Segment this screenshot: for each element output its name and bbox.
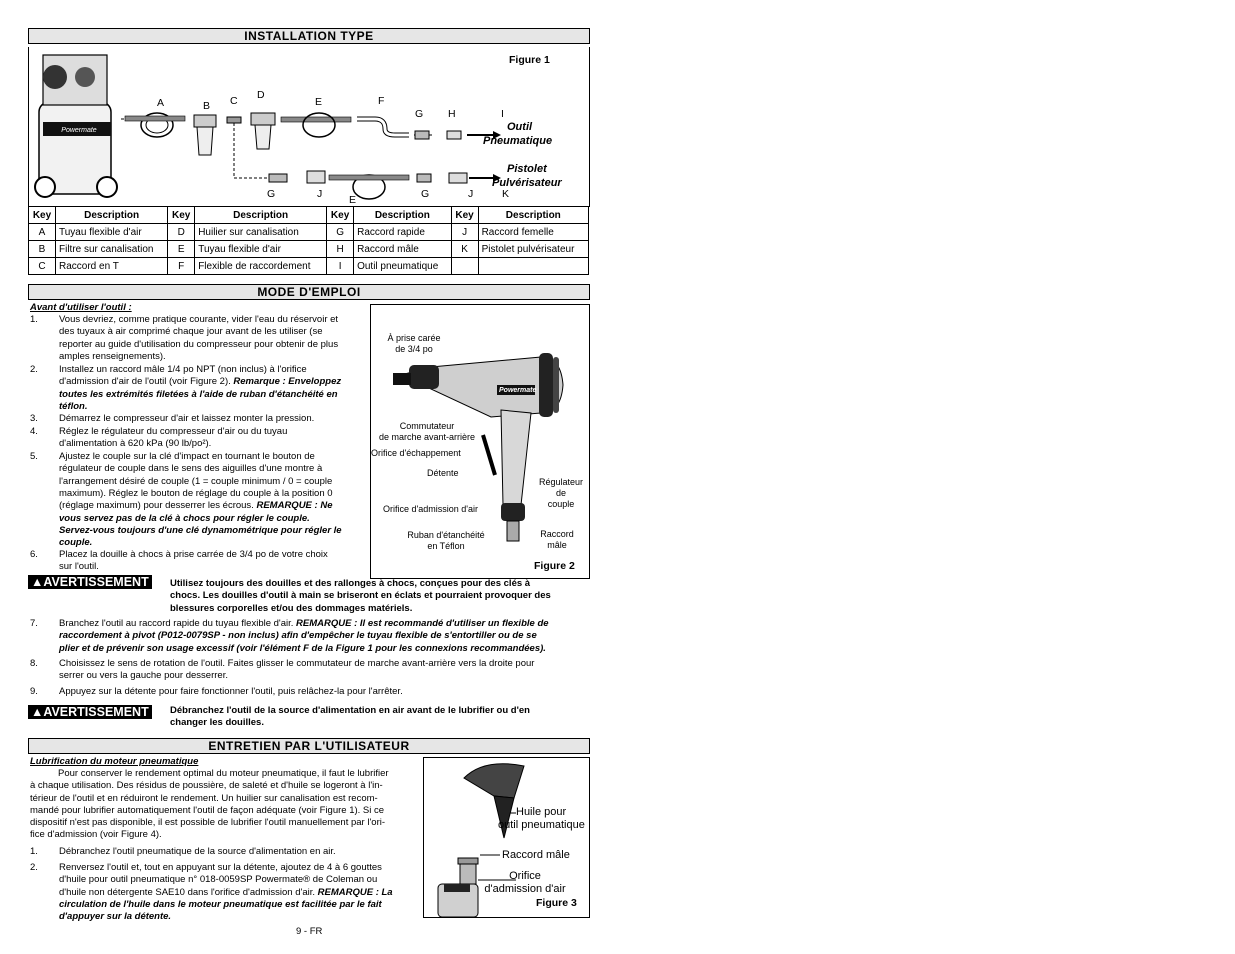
label-male-fig3: Raccord mâle — [502, 849, 570, 861]
table-cell: Huilier sur canalisation — [195, 224, 327, 241]
step-2-line — [59, 376, 341, 388]
step-2-note: toutes les extrémités filetées à l'aide de ruban d'étanchéité en — [59, 388, 338, 400]
warning-label: AVERTISSEMENT — [43, 575, 149, 589]
figure-2 — [370, 304, 590, 579]
step-2-note: téflon. — [59, 400, 88, 412]
step-number: 8. — [30, 658, 38, 669]
table-cell: A — [29, 224, 56, 241]
step-5-line — [59, 500, 332, 512]
table-cell: Outil pneumatique — [354, 258, 451, 275]
letter-g-bottom-2: G — [421, 188, 430, 200]
label-oil — [498, 806, 585, 832]
header-description: Description — [354, 207, 451, 224]
key-table-header — [29, 207, 589, 224]
step-number: 2. — [30, 862, 38, 873]
paragraph-line: Pour conserver le rendement optimal du moteur pneumatique, il faut le lubrifier — [58, 768, 389, 779]
table-cell: E — [168, 241, 195, 258]
table-cell: Filtre sur canalisation — [56, 241, 168, 258]
step-1-line: des tuyaux à air comprimé chaque jour avant de les utiliser (se — [59, 326, 323, 338]
table-cell: F — [168, 258, 195, 275]
letter-d: D — [257, 89, 265, 101]
step-number: 5. — [30, 451, 38, 462]
mode-steps — [30, 314, 370, 574]
step-9-line: Appuyez sur la détente pour faire fonctionner l'outil, puis relâchez-la pour l'arrêter. — [59, 686, 403, 697]
table-cell: Raccord femelle — [478, 224, 588, 241]
label-inlet: Orifice d'admission d'air — [383, 504, 478, 514]
step-5-note: vous servez pas de la clé à chocs pour régler le couple. — [59, 512, 310, 524]
step-3-line: Démarrez le compresseur d'air et laissez monter la pression. — [59, 413, 315, 424]
header-key: Key — [168, 207, 195, 224]
step-4-line: d'alimentation à 620 kPa (90 lb/po²). — [59, 438, 212, 450]
label-drive — [381, 333, 447, 355]
warning-badge — [28, 575, 152, 589]
paragraph-line: dispositif n'est pas disponible, il est possible de lubrifier l'outil manuellement par l'ori- — [30, 817, 386, 829]
label-oil-line: outil pneumatique — [498, 819, 585, 831]
header-key: Key — [327, 207, 354, 224]
warning-1-line: chocs. Les douilles d'outil à main se briseront en éclats et pourraient provoquer des — [170, 590, 551, 602]
mode-title: MODE D'EMPLOI — [28, 284, 590, 300]
warning-icon: ▲ — [31, 575, 44, 589]
key-table — [28, 206, 589, 275]
mode-subtitle: Avant d'utiliser l'outil : — [30, 302, 132, 313]
label-pistolet: Pistolet — [507, 163, 547, 175]
warning-1-line: blessures corporelles et/ou des dommages matériels. — [170, 602, 413, 614]
header-description: Description — [478, 207, 588, 224]
step-7-note: raccordement à pivot (P012-0079SP - non inclus) afin d'empêcher le tuyau flexible de s'entortiller ou de se — [59, 630, 537, 642]
step-5-line: l'arrangement désiré de couple (1 = couple minimum / 0 = couple — [59, 475, 333, 487]
table-cell: H — [327, 241, 354, 258]
table-cell — [478, 258, 588, 275]
label-inlet-line: d'admission d'air — [484, 883, 566, 895]
table-cell — [451, 258, 478, 275]
header-description: Description — [56, 207, 168, 224]
letter-c: C — [230, 95, 238, 107]
label-inlet-line: Orifice — [509, 870, 541, 882]
table-cell: Tuyau flexible d'air — [195, 241, 327, 258]
paragraph-line: mandé pour lubrifier automatiquement l'outil de façon adéquate (voir Figure 1). Si ce — [30, 804, 385, 816]
figure-1 — [28, 47, 590, 207]
figure-2-brand: Powermate — [499, 387, 537, 394]
step-5-note: couple. — [59, 537, 93, 549]
header-description: Description — [195, 207, 327, 224]
warning-1-text — [170, 578, 551, 615]
figure-3-caption: Figure 3 — [536, 897, 577, 909]
label-exhaust: Orifice d'échappement — [371, 448, 461, 458]
letter-b: B — [203, 100, 211, 112]
label-drive-line: À prise carée — [387, 333, 441, 343]
letter-g-bottom: G — [267, 188, 276, 200]
table-cell: G — [327, 224, 354, 241]
page-number: 9 - FR — [296, 926, 323, 937]
step-number: 9. — [30, 686, 38, 697]
step-7-text: Branchez l'outil au raccord rapide du tuyau flexible d'air. — [59, 618, 297, 629]
label-male-line: Raccord — [540, 529, 574, 539]
entretien-step-2-line: d'huile pour outil pneumatique n° 018-0059SP Powermate® de Coleman ou — [59, 874, 378, 886]
step-5-line: Ajustez le couple sur la clé d'impact en tournant le bouton de — [59, 451, 315, 462]
table-cell: Raccord mâle — [354, 241, 451, 258]
installation-title: INSTALLATION TYPE — [28, 28, 590, 44]
table-cell: Flexible de raccordement — [195, 258, 327, 275]
svg-text:Powermate: Powermate — [61, 127, 97, 134]
table-cell: D — [168, 224, 195, 241]
entretien-subtitle: Lubrification du moteur pneumatique — [30, 756, 199, 767]
step-5-note: REMARQUE : Ne — [256, 500, 333, 512]
letter-g: G — [415, 108, 424, 120]
warning-icon: ▲ — [31, 705, 44, 719]
warning-2-line: Débranchez l'outil de la source d'alimentation en air avant de le lubrifier ou d'en — [170, 705, 530, 716]
step-2-text: d'admission d'air de l'outil (voir Figure 2). — [59, 376, 234, 388]
step-1-line: reporter au guide d'utilisation du compresseur pour obtenir de plus — [59, 338, 339, 350]
label-regulator-line: de — [555, 488, 566, 498]
label-regulator-line: couple — [547, 499, 575, 509]
figure-2-caption: Figure 2 — [534, 560, 575, 572]
header-key: Key — [29, 207, 56, 224]
paragraph-line: térieur de l'outil et en réduiront le rendement. Un huilier sur canalisation est recom- — [30, 792, 378, 804]
warning-badge — [28, 705, 152, 719]
step-5-line: régulateur de couple dans le sens des aiguilles d'une montre à — [59, 463, 323, 475]
label-drive-line: de 3/4 po — [395, 344, 433, 354]
letter-e-bottom: E — [349, 194, 357, 206]
letter-f: F — [378, 95, 385, 107]
entretien-step-1: Débranchez l'outil pneumatique de la source d'alimentation en air. — [59, 846, 336, 857]
warning-1-line: Utilisez toujours des douilles et des rallonges à chocs, conçues pour des clés à — [170, 578, 531, 589]
entretien-step-2-note: d'appuyer sur la détente. — [59, 911, 172, 923]
step-number: 1. — [30, 314, 38, 325]
step-7-line — [59, 618, 549, 630]
step-number: 6. — [30, 549, 38, 560]
mode-steps-cont — [30, 618, 590, 702]
table-cell: C — [29, 258, 56, 275]
entretien-step-2-line: Renversez l'outil et, tout en appuyant sur la détente, ajoutez de 4 à 6 gouttes — [59, 862, 382, 873]
step-5-line: maximum). Réglez le bouton de réglage du couple à la position 0 — [59, 487, 333, 499]
warning-2-text — [170, 705, 530, 730]
label-trigger: Détente — [427, 468, 459, 478]
table-cell: K — [451, 241, 478, 258]
step-8-line: serrer ou vers la gauche pour desserrer. — [59, 670, 228, 682]
step-number: 4. — [30, 426, 38, 437]
label-tape — [401, 530, 491, 552]
letter-k: K — [502, 188, 510, 200]
table-row — [29, 258, 589, 275]
step-7-note: plier et de prévenir son usage excessif (voir l'élément F de la Figure 1 pour les connexions recommandées). — [59, 642, 546, 654]
label-switch — [371, 421, 483, 443]
table-cell: Pistolet pulvérisateur — [478, 241, 588, 258]
letter-e: E — [315, 96, 323, 108]
entretien-step-2-text: d'huile non détergente SAE10 dans l'orifice d'admission d'air. — [59, 886, 318, 898]
label-tape-line: en Téflon — [427, 541, 465, 551]
table-cell: Raccord en T — [56, 258, 168, 275]
letter-j-bottom: J — [317, 188, 323, 200]
label-male-line: mâle — [547, 540, 567, 550]
label-inlet-fig3 — [480, 870, 570, 896]
table-row — [29, 241, 589, 258]
step-number: 2. — [30, 364, 38, 375]
letter-h: H — [448, 108, 456, 120]
paragraph-line: à chaque utilisation. Des résidus de poussière, de saleté et d'huile se logeront à l'in- — [30, 780, 383, 792]
label-pneumatique: Pneumatique — [483, 135, 553, 147]
step-7-note: REMARQUE : Il est recommandé d'utiliser un flexible de — [296, 618, 549, 629]
entretien-title: ENTRETIEN PAR L'UTILISATEUR — [28, 738, 590, 754]
step-number: 3. — [30, 413, 38, 424]
step-2-line: Installez un raccord mâle 1/4 po NPT (non inclus) à l'orifice — [59, 364, 307, 375]
letter-j-bottom-2: J — [468, 188, 474, 200]
table-cell: Tuyau flexible d'air — [56, 224, 168, 241]
compressor-illustration — [35, 55, 117, 197]
paragraph-line: fice d'admission (voir Figure 4). — [30, 829, 162, 841]
step-5-note: Servez-vous toujours d'une clé dynamométrique pour régler le — [59, 524, 342, 536]
label-regulator — [535, 477, 587, 510]
table-cell: I — [327, 258, 354, 275]
step-number: 1. — [30, 846, 38, 857]
step-1-line: amples renseignements). — [59, 350, 166, 362]
label-pulverisateur: Pulvérisateur — [492, 177, 562, 189]
warning-label: AVERTISSEMENT — [43, 705, 149, 719]
step-2-note: Remarque : Enveloppez — [233, 376, 342, 388]
letter-i: I — [501, 108, 504, 120]
entretien-steps — [30, 846, 422, 926]
label-tape-line: Ruban d'étanchéité — [407, 530, 485, 540]
table-cell: Raccord rapide — [354, 224, 451, 241]
step-6-line: Placez la douille à chocs à prise carrée de 3/4 po de votre choix — [59, 549, 328, 560]
figure-1-caption: Figure 1 — [509, 54, 550, 66]
table-row — [29, 224, 589, 241]
label-switch-line: Commutateur — [399, 421, 455, 431]
entretien-step-2-note: circulation de l'huile dans le moteur pneumatique est facilitée par le fait — [59, 898, 382, 910]
entretien-paragraph — [30, 768, 420, 842]
figure-3 — [423, 757, 590, 918]
warning-2-line: changer les douilles. — [170, 717, 264, 729]
letter-a: A — [157, 97, 165, 109]
entretien-step-2-note: REMARQUE : La — [317, 886, 393, 898]
step-5-text: (réglage maximum) pour desserrer les écrous. — [59, 500, 257, 512]
table-cell: J — [451, 224, 478, 241]
header-key: Key — [451, 207, 478, 224]
step-6-line: sur l'outil. — [59, 561, 99, 573]
entretien-step-2-line — [59, 887, 393, 899]
step-8-line: Choisissez le sens de rotation de l'outil. Faites glisser le commutateur de marche avant-arrière vers la droite pour — [59, 658, 535, 669]
step-4-line: Réglez le régulateur du compresseur d'air ou du tuyau — [59, 426, 288, 437]
step-1-line: Vous devriez, comme pratique courante, vider l'eau du réservoir et — [59, 314, 339, 325]
label-regulator-line: Régulateur — [538, 477, 584, 487]
label-switch-line: de marche avant-arrière — [378, 432, 476, 442]
label-oil-line: Huile pour — [516, 806, 567, 818]
label-male — [537, 529, 577, 551]
step-number: 7. — [30, 618, 38, 629]
table-cell: B — [29, 241, 56, 258]
label-outil: Outil — [507, 121, 533, 133]
